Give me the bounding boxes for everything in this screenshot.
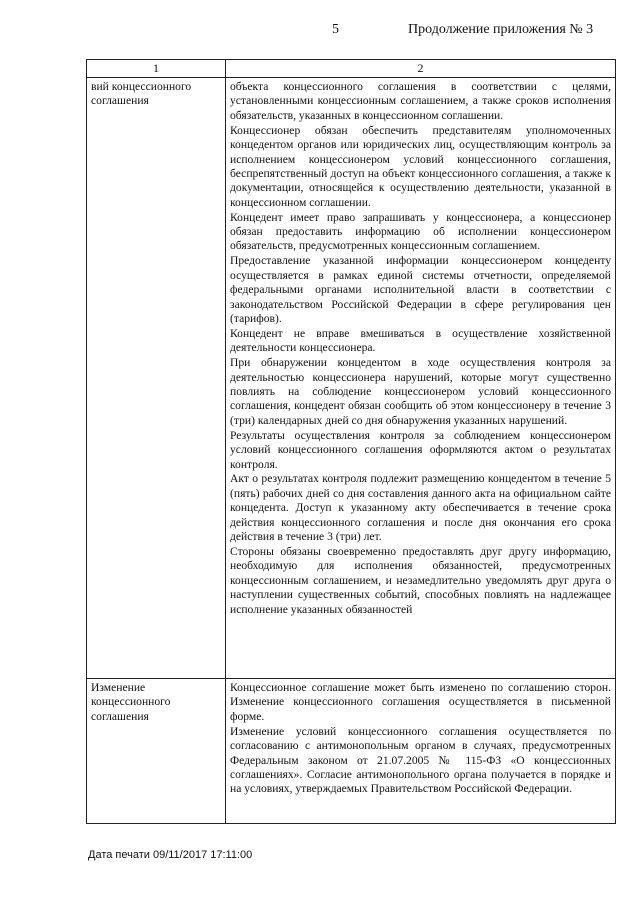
paragraph: Концессионер обязан обеспечить представителям уполномоченных концедентом органов или юридических лиц, осуществляющим контроль за исполнением концессионером условий концессионного соглашения, беспрепятственный доступ на объект концессионного соглашения, а также к документации, относящейся к осуществлению деятельности, указанной в концессионном соглашении. (230, 123, 611, 209)
paragraph: Концедент не вправе вмешиваться в осуществление хозяйственной деятельности концессионера. (230, 326, 611, 355)
paragraph: Концедент имеет право запрашивать у концессионера, а концессионер обязан предоставить информацию об исполнении концессионером обязательств, предусмотренных концессионным соглашением. (230, 210, 611, 253)
page-number: 5 (332, 22, 339, 37)
paragraph: При обнаружении концедентом в ходе осуществления контроля за деятельностью концессионера нарушений, которые могут существенно повлиять на соблюдение концессионером условий концессионного соглашения, концедент обязан сообщить об этом концессионеру в течение 3 (три) календарных дней со дня обнаружения указанных нарушений. (230, 356, 611, 427)
paragraph: Результаты осуществления контроля за соблюдением концессионером условий концессионного соглашения оформляются актом о результатах контроля. (230, 428, 611, 471)
paragraph: Стороны обязаны своевременно предоставлять друг другу информацию, необходимую для исполнения обязанностей, предусмотренных концессионным соглашением, и незамедлительно уведомлять друг друга о наступлении существенных событий, способных повлиять на надлежащее исполнение указанных обязанностей (230, 545, 611, 616)
paragraph: Концессионное соглашение может быть изменено по соглашению сторон. Изменение концессионного соглашения осуществляется в письменной форме. (230, 681, 611, 723)
paragraph: объекта концессионного соглашения в соответствии с целями, установленными концессионным соглашением, а также сроков исполнения обязательств, указанных в концессионном соглашении. (230, 80, 611, 122)
row-label-cell (87, 679, 226, 824)
column-header-2: 2 (226, 60, 616, 78)
row-label-cell (87, 78, 226, 679)
content-table (86, 59, 616, 824)
row-label: вий концессионного соглашения (91, 80, 192, 108)
continuation-title: Продолжение приложения № 3 (408, 22, 594, 37)
paragraph: Предоставление указанной информации концессионером концеденту осуществляется в рамках единой системы отчетности, определяемой федеральными органами исполнительной власти в соответствии с законодательством Российской Федерации в сфере регулирования цен (тарифов). (230, 254, 611, 325)
print-date: Дата печати 09/11/2017 17:11:00 (88, 849, 253, 861)
paragraph: Изменение условий концессионного соглашения осуществляется по согласованию с антимонопольным органом в случаях, предусмотренных Федеральным законом от 21.07.2005 № 115-ФЗ «О концессионных соглашениях». Согласие антимонопольного органа получается в порядке и на условиях, утверждаемых Правительством Российской Федерации. (230, 724, 611, 796)
table-header-row (87, 60, 616, 78)
table-row (87, 679, 616, 824)
paragraph: Акт о результатах контроля подлежит размещению концедентом в течение 5 (пять) рабочих дней со дня составления данного акта на официальном сайте концедента. Доступ к указанному акту обеспечивается в течение срока действия концессионного соглашения и после дня окончания его срока действия в течение 3 (три) лет. (230, 472, 611, 544)
row-content-cell (226, 78, 616, 679)
row-label: Изменение концессионного соглашения (91, 681, 171, 723)
row-content-cell (226, 679, 616, 824)
table-row (87, 78, 616, 679)
column-header-1: 1 (87, 60, 226, 78)
